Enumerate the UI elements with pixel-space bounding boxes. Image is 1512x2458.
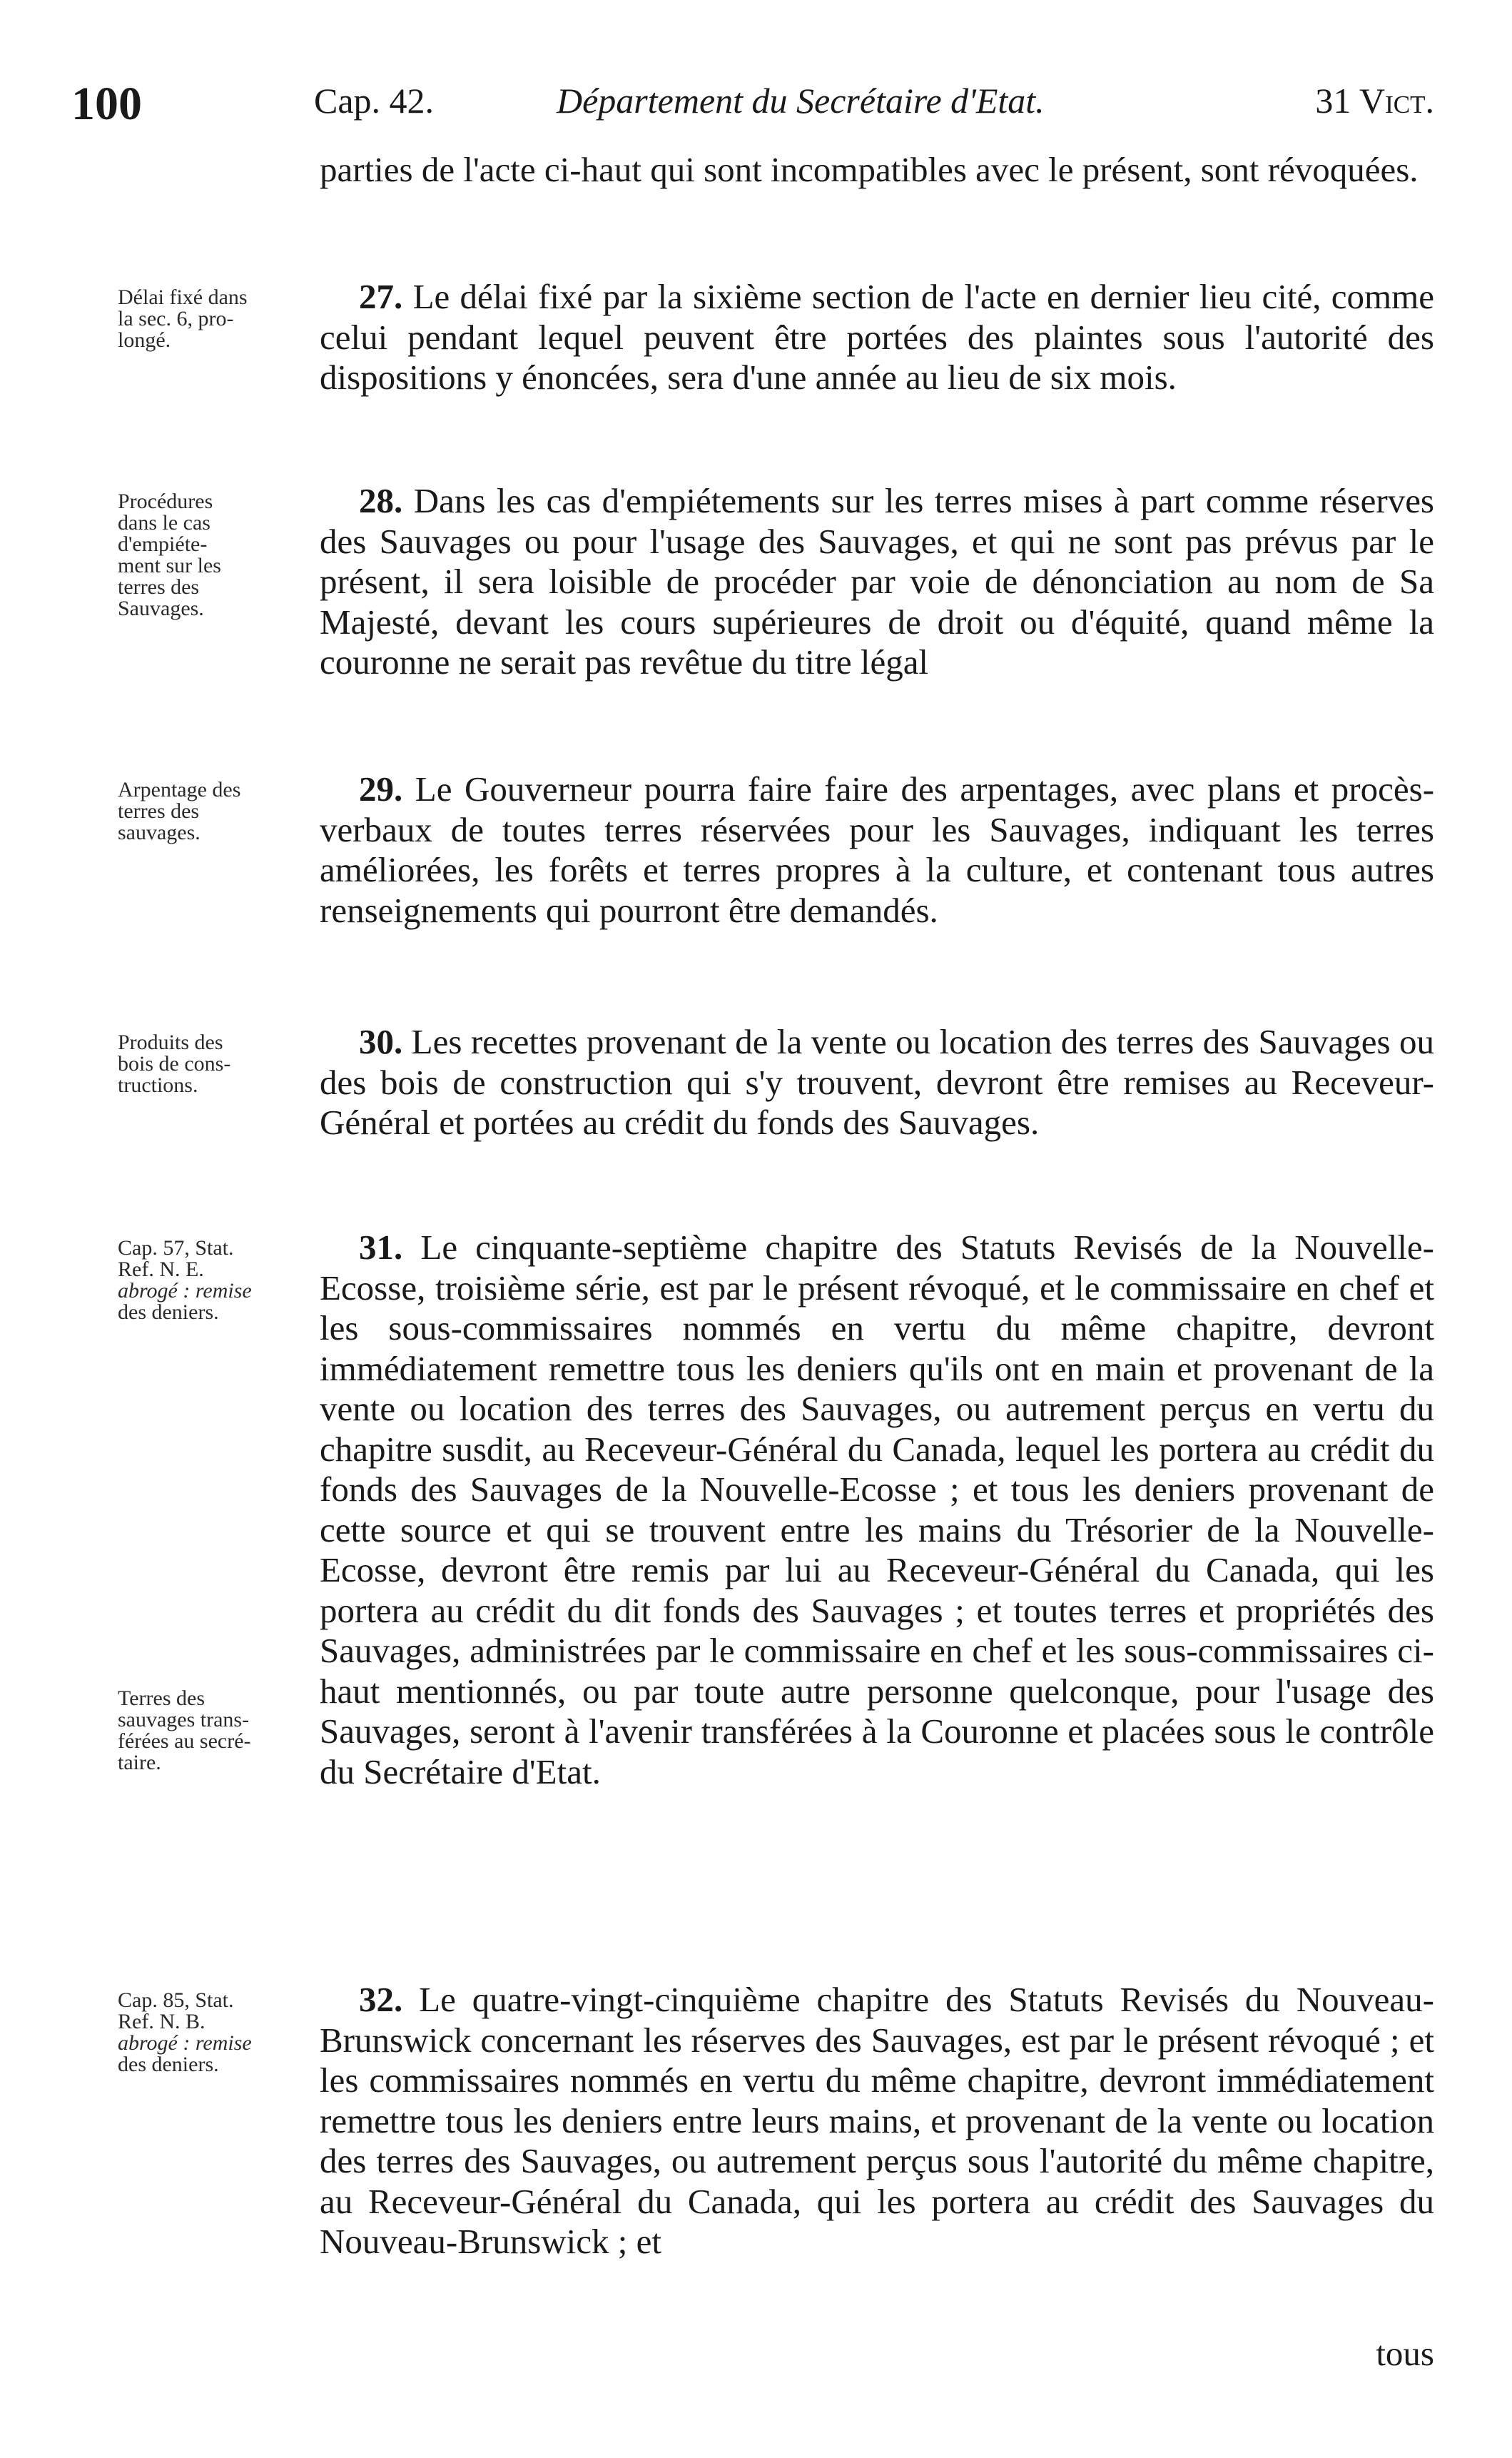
section-text: Dans les cas d'empiétements sur les terres mises à part comme réserves des Sauvages ou pour l'usage des Sauvages, et qui ne sont pas prévus par le présent, il sera loisible de procéder par voie de dénonciation au nom de Sa Majesté, devant les cours supérieures de droit ou d'équité, quand même la couronne ne serait pas revêtue du titre légal: [320, 481, 1435, 682]
intro-text: parties de l'acte ci-haut qui sont incompatibles avec le présent, sont révoquées.: [320, 150, 1419, 189]
margin-note-31-lands: Terres des sauvages trans- férées au secré- taire.: [118, 1686, 251, 1774]
section-27: [320, 277, 1434, 398]
margin-note-32: Cap. 85, Stat. Ref. N. B. abrogé : remise des deniers.: [118, 1988, 252, 2076]
section-text: Le quatre-vingt-cinquième chapitre des Statuts Revisés du Nouveau-Brunswick concernant les réserves des Sauvages, est par le présent révoqué ; et les commissaires nommés en vertu du même chapitre, devront immédiatement remettre tous les deniers entre leurs mains, et provenant de la vente ou location des terres des Sauvages, ou autrement perçus sous l'autorité du même chapitre, au Receveur-Général du Canada, qui les portera au crédit des Sauvages du Nouveau-Brunswick ; et: [320, 1980, 1434, 2261]
catchword-block: [320, 2334, 1434, 2374]
section-number: 27.: [359, 277, 403, 316]
margin-note-31: Cap. 57, Stat. Ref. N. E. abrogé : remise des deniers.: [118, 1236, 252, 1324]
section-number: 30.: [359, 1022, 403, 1061]
section-text: Les recettes provenant de la vente ou location des terres des Sauvages ou des bois de construction qui s'y trouvent, devront être remises au Receveur-Général et portées au crédit du fonds des Sauvages.: [320, 1022, 1434, 1142]
catchword: tous: [1376, 2334, 1434, 2373]
margin-note-28: Procédures dans le cas d'empiéte- ment sur les terres des Sauvages.: [118, 490, 221, 620]
section-31: [320, 1228, 1434, 1792]
section-30: [320, 1022, 1434, 1143]
section-29: [320, 769, 1434, 931]
section-32: [320, 1980, 1434, 2262]
section-28: [320, 481, 1434, 683]
margin-note-29: Arpentage des terres des sauvages.: [118, 778, 241, 844]
section-number: 32.: [359, 1980, 403, 2019]
running-title: Département du Secrétaire d'Etat.: [557, 81, 1045, 121]
regnal-year: 31 Vict.: [1315, 81, 1434, 121]
running-header: [71, 77, 1434, 134]
section-text: Le cinquante-septième chapitre des Statuts Revisés de la Nouvelle-Ecosse, troisième série, est par le présent révoqué, et le commissaire en chef et les sous-commissaires nommés en vertu du même chapitre, devront immédiatement remettre tous les deniers qu'ils ont en main et provenant de la vente ou location des terres des Sauvages, ou autrement perçus en vertu du chapitre susdit, au Receveur-Général du Canada, lequel les portera au crédit du fonds des Sauvages de la Nouvelle-Ecosse ; et tous les deniers provenant de cette source et qui se trouvent entre les mains du Trésorier de la Nouvelle-Ecosse, devront être remis par lui au Receveur-Général du Canada, qui les portera au crédit du dit fonds des Sauvages ; et toutes terres et propriétés des Sauvages, administrées par le commissaire en chef et les sous-commissaires ci-haut mentionnés, ou par toute autre personne quelconque, pour l'usage des Sauvages, seront à l'avenir transférées à la Couronne et placées sous le contrôle du Secrétaire d'Etat.: [320, 1228, 1434, 1791]
section-text: Le délai fixé par la sixième section de l'acte en dernier lieu cité, comme celui pendant lequel peuvent être portées des plaintes sous l'autorité des dispositions y énoncées, sera d'une année au lieu de six mois.: [320, 277, 1434, 397]
section-text: Le Gouverneur pourra faire faire des arpentages, avec plans et procès-verbaux de toutes terres réservées pour les Sauvages, indiquant les terres améliorées, les forêts et terres propres à la culture, et contenant tous autres renseignements qui pourront être demandés.: [320, 769, 1435, 930]
section-number: 29.: [359, 769, 403, 809]
margin-note-30: Produits des bois de cons- tructions.: [118, 1031, 231, 1097]
section-number: 28.: [359, 481, 403, 520]
intro-paragraph: [320, 150, 1434, 191]
margin-note-27: Délai fixé dans la sec. 6, pro- longé.: [118, 285, 248, 352]
section-number: 31.: [359, 1228, 403, 1267]
page-number: 100: [71, 78, 142, 130]
chapter-label: Cap. 42.: [314, 81, 435, 121]
